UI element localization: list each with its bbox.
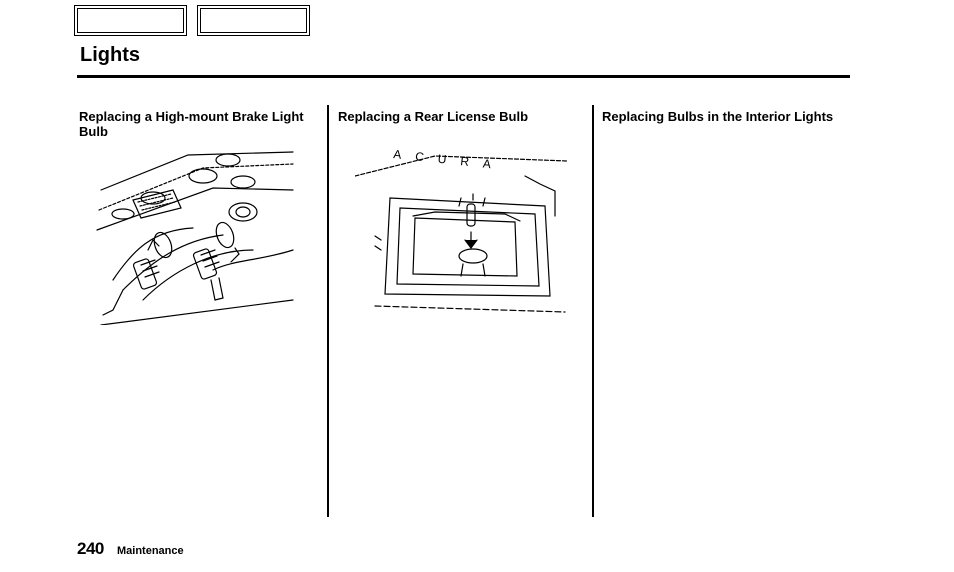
heading-interior-lights[interactable]: Replacing Bulbs in the Interior Lights [602, 109, 834, 124]
page-title: Lights [80, 44, 140, 66]
license-bulb-illustration [355, 136, 567, 318]
brake-light-bulb-illustration [93, 150, 295, 325]
acura-logo-text: ACURA [392, 147, 506, 173]
title-divider [77, 75, 850, 78]
section-label: Maintenance [117, 545, 184, 557]
nav-button-2[interactable] [197, 5, 310, 36]
nav-button-1[interactable] [74, 5, 187, 36]
heading-high-mount-brake-light[interactable]: Replacing a High-mount Brake Light Bulb [79, 109, 304, 139]
page-number: 240 [77, 539, 104, 558]
heading-rear-license-bulb[interactable]: Replacing a Rear License Bulb [338, 109, 529, 124]
column-divider-1 [327, 105, 329, 517]
column-divider-2 [592, 105, 594, 517]
